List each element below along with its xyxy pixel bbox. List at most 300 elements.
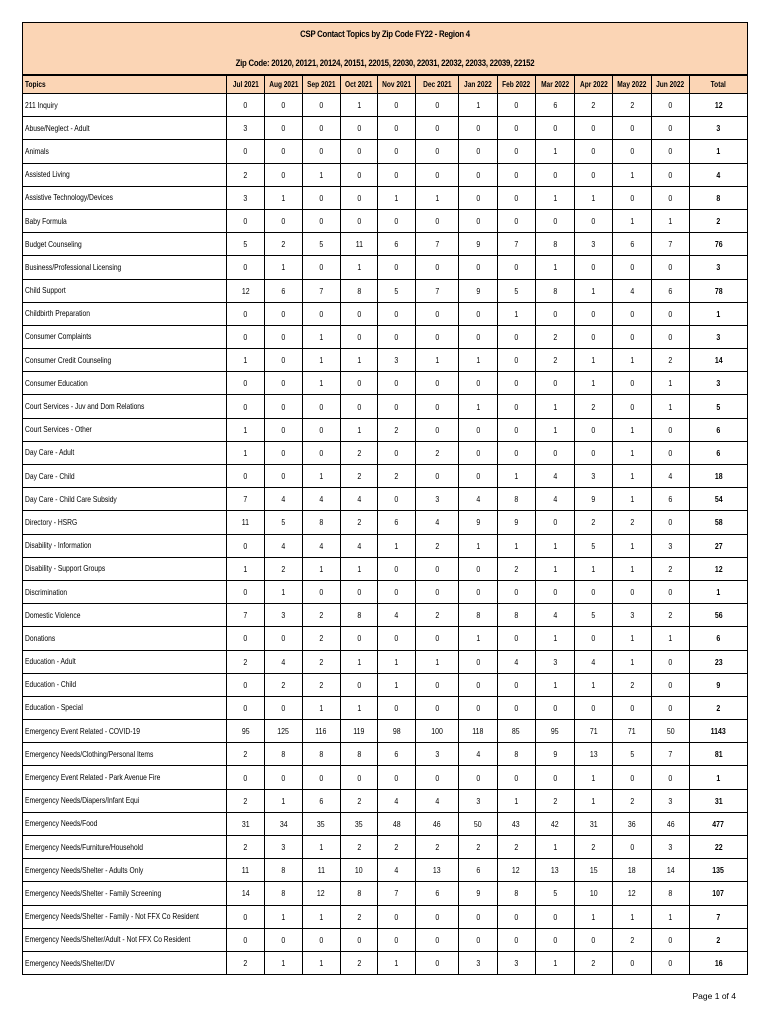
count-cell: 1: [340, 418, 378, 441]
topic-cell: Animals: [23, 140, 227, 163]
count-cell: 2: [340, 951, 378, 974]
count-cell: 1: [497, 789, 535, 812]
count-cell: 1: [613, 557, 652, 580]
count-cell: 2: [651, 349, 689, 372]
total-cell: 23: [689, 650, 747, 673]
table-row: [23, 812, 748, 835]
count-cell: 0: [459, 372, 498, 395]
topic-cell: Day Care - Child: [23, 465, 227, 488]
count-cell: 1: [613, 905, 652, 928]
count-cell: 0: [535, 209, 575, 232]
count-cell: 6: [302, 789, 340, 812]
count-cell: 1: [535, 256, 575, 279]
count-cell: 0: [340, 372, 378, 395]
count-cell: 0: [302, 140, 340, 163]
count-cell: 4: [535, 604, 575, 627]
count-cell: 6: [265, 279, 303, 302]
count-cell: 0: [651, 418, 689, 441]
count-cell: 4: [265, 650, 303, 673]
count-cell: 0: [497, 928, 535, 951]
count-cell: 0: [459, 441, 498, 464]
count-cell: 0: [497, 905, 535, 928]
count-cell: 1: [265, 580, 303, 603]
count-cell: 3: [459, 951, 498, 974]
count-cell: 2: [459, 836, 498, 859]
count-cell: 8: [340, 743, 378, 766]
total-cell: 9: [689, 673, 747, 696]
count-cell: 0: [378, 140, 416, 163]
count-cell: 0: [575, 580, 613, 603]
count-cell: 4: [535, 488, 575, 511]
count-cell: 1: [416, 186, 459, 209]
count-cell: 1: [378, 186, 416, 209]
count-cell: 3: [535, 650, 575, 673]
count-cell: 1: [535, 836, 575, 859]
total-cell: 31: [689, 789, 747, 812]
count-cell: 35: [340, 812, 378, 835]
count-cell: 1: [227, 441, 265, 464]
count-cell: 9: [459, 233, 498, 256]
total-cell: 2: [689, 209, 747, 232]
count-cell: 0: [265, 209, 303, 232]
table-body: [23, 94, 748, 975]
count-cell: 0: [416, 557, 459, 580]
count-cell: 2: [535, 325, 575, 348]
topic-cell: Emergency Needs/Furniture/Household: [23, 836, 227, 859]
table-row: [23, 140, 748, 163]
count-cell: 4: [302, 534, 340, 557]
topic-cell: Court Services - Juv and Dom Relations: [23, 395, 227, 418]
count-cell: 1: [613, 209, 652, 232]
count-cell: 1: [340, 256, 378, 279]
count-cell: 0: [575, 696, 613, 719]
count-cell: 8: [497, 488, 535, 511]
report-title: CSP Contact Topics by Zip Code FY22 - Region 4: [300, 29, 470, 40]
total-cell: 27: [689, 534, 747, 557]
count-cell: 0: [227, 372, 265, 395]
count-cell: 0: [302, 94, 340, 117]
count-cell: 0: [416, 696, 459, 719]
count-cell: 7: [651, 233, 689, 256]
table-row: [23, 789, 748, 812]
count-cell: 1: [613, 163, 652, 186]
count-cell: 0: [497, 580, 535, 603]
count-cell: 0: [378, 94, 416, 117]
count-cell: 1: [459, 94, 498, 117]
count-cell: 1: [302, 465, 340, 488]
count-cell: 1: [613, 465, 652, 488]
count-cell: 0: [459, 302, 498, 325]
table-row: [23, 743, 748, 766]
count-cell: 1: [497, 302, 535, 325]
count-cell: 1: [378, 534, 416, 557]
count-cell: 3: [651, 534, 689, 557]
topic-cell: Day Care - Child Care Subsidy: [23, 488, 227, 511]
count-cell: 0: [613, 696, 652, 719]
count-cell: 0: [575, 209, 613, 232]
count-cell: 2: [340, 441, 378, 464]
count-cell: 1: [302, 905, 340, 928]
count-cell: 2: [227, 836, 265, 859]
count-cell: 0: [378, 557, 416, 580]
topic-cell: Emergency Needs/Food: [23, 812, 227, 835]
report-sheet: [22, 22, 748, 975]
table-row: [23, 325, 748, 348]
count-cell: 119: [340, 720, 378, 743]
count-cell: 6: [651, 279, 689, 302]
count-cell: 10: [340, 859, 378, 882]
count-cell: 14: [227, 882, 265, 905]
count-cell: 1: [535, 673, 575, 696]
count-cell: 1: [497, 534, 535, 557]
count-cell: 1: [613, 349, 652, 372]
count-cell: 2: [265, 557, 303, 580]
count-cell: 8: [265, 859, 303, 882]
report-header: [22, 22, 748, 75]
count-cell: 1: [378, 673, 416, 696]
count-cell: 0: [340, 325, 378, 348]
count-cell: 1: [340, 696, 378, 719]
topic-cell: Emergency Needs/Shelter/DV: [23, 951, 227, 974]
count-cell: 3: [613, 604, 652, 627]
count-cell: 46: [651, 812, 689, 835]
count-cell: 6: [416, 882, 459, 905]
count-cell: 71: [613, 720, 652, 743]
count-cell: 0: [575, 418, 613, 441]
count-cell: 1: [265, 951, 303, 974]
count-cell: 1: [651, 395, 689, 418]
count-cell: 0: [302, 418, 340, 441]
count-cell: 0: [651, 928, 689, 951]
count-cell: 2: [613, 789, 652, 812]
count-cell: 0: [265, 163, 303, 186]
count-cell: 0: [575, 140, 613, 163]
count-cell: 0: [265, 465, 303, 488]
count-cell: 1: [575, 279, 613, 302]
table-row: [23, 534, 748, 557]
count-cell: 0: [459, 186, 498, 209]
column-header: May 2022: [613, 76, 652, 94]
count-cell: 0: [340, 766, 378, 789]
topic-cell: Emergency Needs/Shelter - Family Screening: [23, 882, 227, 905]
count-cell: 3: [265, 836, 303, 859]
count-cell: 0: [378, 905, 416, 928]
table-row: [23, 186, 748, 209]
count-cell: 0: [651, 673, 689, 696]
count-cell: 1: [302, 372, 340, 395]
total-cell: 3: [689, 256, 747, 279]
count-cell: 2: [416, 836, 459, 859]
count-cell: 6: [459, 859, 498, 882]
topic-cell: Abuse/Neglect - Adult: [23, 117, 227, 140]
total-cell: 78: [689, 279, 747, 302]
count-cell: 0: [265, 302, 303, 325]
count-cell: 0: [227, 209, 265, 232]
count-cell: 8: [265, 743, 303, 766]
zip-code-subtitle: Zip Code: 20120, 20121, 20124, 20151, 22015, 22030, 22031, 22032, 22033, 22039, 22152: [235, 58, 535, 69]
count-cell: 2: [378, 418, 416, 441]
count-cell: 4: [459, 743, 498, 766]
count-cell: 6: [535, 94, 575, 117]
count-cell: 2: [302, 627, 340, 650]
table-row: [23, 302, 748, 325]
count-cell: 1: [535, 186, 575, 209]
count-cell: 0: [497, 94, 535, 117]
count-cell: 34: [265, 812, 303, 835]
count-cell: 0: [265, 627, 303, 650]
count-cell: 0: [651, 441, 689, 464]
count-cell: 4: [651, 465, 689, 488]
count-cell: 0: [535, 580, 575, 603]
count-cell: 0: [302, 766, 340, 789]
table-row: [23, 418, 748, 441]
count-cell: 2: [651, 604, 689, 627]
count-cell: 0: [535, 441, 575, 464]
count-cell: 98: [378, 720, 416, 743]
count-cell: 6: [378, 743, 416, 766]
count-cell: 3: [575, 465, 613, 488]
count-cell: 11: [227, 511, 265, 534]
count-cell: 0: [265, 94, 303, 117]
count-cell: 1: [575, 186, 613, 209]
count-cell: 12: [227, 279, 265, 302]
count-cell: 0: [459, 209, 498, 232]
count-cell: 1: [651, 627, 689, 650]
count-cell: 4: [265, 488, 303, 511]
count-cell: 0: [416, 928, 459, 951]
topic-cell: Disability - Support Groups: [23, 557, 227, 580]
count-cell: 2: [535, 349, 575, 372]
count-cell: 0: [535, 905, 575, 928]
count-cell: 0: [416, 94, 459, 117]
count-cell: 1: [302, 557, 340, 580]
count-cell: 0: [459, 418, 498, 441]
count-cell: 2: [378, 836, 416, 859]
count-cell: 42: [535, 812, 575, 835]
count-cell: 1: [575, 557, 613, 580]
count-cell: 0: [535, 928, 575, 951]
total-cell: 54: [689, 488, 747, 511]
table-row: [23, 395, 748, 418]
topic-cell: Budget Counseling: [23, 233, 227, 256]
count-cell: 7: [227, 604, 265, 627]
count-cell: 0: [227, 395, 265, 418]
count-cell: 0: [227, 627, 265, 650]
count-cell: 5: [535, 882, 575, 905]
total-cell: 5: [689, 395, 747, 418]
count-cell: 0: [302, 441, 340, 464]
count-cell: 1: [265, 905, 303, 928]
count-cell: 1: [302, 951, 340, 974]
count-cell: 71: [575, 720, 613, 743]
count-cell: 1: [613, 488, 652, 511]
count-cell: 0: [340, 209, 378, 232]
count-cell: 0: [613, 140, 652, 163]
count-cell: 0: [227, 905, 265, 928]
count-cell: 0: [613, 186, 652, 209]
count-cell: 0: [575, 441, 613, 464]
total-cell: 107: [689, 882, 747, 905]
table-row: [23, 627, 748, 650]
count-cell: 2: [302, 673, 340, 696]
count-cell: 0: [378, 580, 416, 603]
column-header: Apr 2022: [575, 76, 613, 94]
table-row: [23, 859, 748, 882]
count-cell: 2: [613, 94, 652, 117]
total-cell: 81: [689, 743, 747, 766]
count-cell: 125: [265, 720, 303, 743]
count-cell: 0: [613, 580, 652, 603]
count-cell: 2: [340, 905, 378, 928]
count-cell: 5: [227, 233, 265, 256]
count-cell: 0: [613, 372, 652, 395]
count-cell: 1: [302, 349, 340, 372]
count-cell: 0: [378, 627, 416, 650]
count-cell: 1: [613, 650, 652, 673]
count-cell: 0: [459, 580, 498, 603]
count-cell: 4: [535, 465, 575, 488]
count-cell: 0: [227, 580, 265, 603]
count-cell: 0: [378, 441, 416, 464]
topic-cell: Assisted Living: [23, 163, 227, 186]
count-cell: 1: [535, 627, 575, 650]
count-cell: 0: [575, 325, 613, 348]
topic-cell: Disability - Information: [23, 534, 227, 557]
count-cell: 1: [575, 905, 613, 928]
count-cell: 2: [575, 951, 613, 974]
count-cell: 0: [302, 209, 340, 232]
count-cell: 0: [651, 696, 689, 719]
count-cell: 50: [459, 812, 498, 835]
count-cell: 0: [302, 186, 340, 209]
count-cell: 85: [497, 720, 535, 743]
table-row: [23, 163, 748, 186]
table-row: [23, 580, 748, 603]
count-cell: 18: [613, 859, 652, 882]
count-cell: 2: [227, 163, 265, 186]
count-cell: 0: [416, 766, 459, 789]
count-cell: 0: [535, 117, 575, 140]
topic-cell: Education - Child: [23, 673, 227, 696]
count-cell: 0: [378, 372, 416, 395]
count-cell: 8: [497, 882, 535, 905]
count-cell: 1: [575, 349, 613, 372]
count-cell: 2: [227, 789, 265, 812]
count-cell: 8: [302, 743, 340, 766]
count-cell: 95: [535, 720, 575, 743]
count-cell: 4: [378, 859, 416, 882]
count-cell: 0: [340, 163, 378, 186]
count-cell: 0: [227, 673, 265, 696]
count-cell: 1: [613, 627, 652, 650]
count-cell: 1: [227, 349, 265, 372]
count-cell: 0: [416, 117, 459, 140]
count-cell: 0: [227, 140, 265, 163]
count-cell: 0: [497, 163, 535, 186]
total-cell: 58: [689, 511, 747, 534]
topic-cell: Education - Special: [23, 696, 227, 719]
count-cell: 0: [459, 465, 498, 488]
count-cell: 7: [378, 882, 416, 905]
count-cell: 0: [265, 766, 303, 789]
count-cell: 5: [497, 279, 535, 302]
count-cell: 0: [613, 117, 652, 140]
count-cell: 0: [459, 325, 498, 348]
count-cell: 4: [459, 488, 498, 511]
count-cell: 0: [302, 302, 340, 325]
count-cell: 13: [416, 859, 459, 882]
count-cell: 3: [651, 836, 689, 859]
column-header-topics: Topics: [23, 76, 227, 94]
count-cell: 0: [651, 766, 689, 789]
contact-topics-table: [22, 75, 748, 975]
total-cell: 76: [689, 233, 747, 256]
count-cell: 1: [575, 673, 613, 696]
count-cell: 0: [416, 627, 459, 650]
column-header: Jun 2022: [651, 76, 689, 94]
count-cell: 1: [613, 418, 652, 441]
count-cell: 0: [497, 186, 535, 209]
total-cell: 2: [689, 696, 747, 719]
count-cell: 12: [613, 882, 652, 905]
count-cell: 0: [497, 673, 535, 696]
count-cell: 0: [575, 627, 613, 650]
column-header: Jul 2021: [227, 76, 265, 94]
total-cell: 1143: [689, 720, 747, 743]
count-cell: 3: [416, 743, 459, 766]
topic-cell: Emergency Event Related - Park Avenue Fire: [23, 766, 227, 789]
count-cell: 0: [416, 418, 459, 441]
count-cell: 2: [227, 951, 265, 974]
count-cell: 0: [497, 627, 535, 650]
column-header: Mar 2022: [535, 76, 575, 94]
count-cell: 0: [265, 349, 303, 372]
count-cell: 1: [340, 349, 378, 372]
count-cell: 1: [302, 325, 340, 348]
count-cell: 4: [340, 488, 378, 511]
count-cell: 2: [340, 789, 378, 812]
total-cell: 3: [689, 117, 747, 140]
count-cell: 6: [651, 488, 689, 511]
count-cell: 7: [651, 743, 689, 766]
topic-cell: Consumer Credit Counseling: [23, 349, 227, 372]
count-cell: 4: [378, 789, 416, 812]
table-row: [23, 928, 748, 951]
table-row: [23, 488, 748, 511]
count-cell: 2: [378, 465, 416, 488]
count-cell: 11: [302, 859, 340, 882]
count-cell: 0: [416, 256, 459, 279]
count-cell: 116: [302, 720, 340, 743]
count-cell: 10: [575, 882, 613, 905]
topic-cell: Education - Adult: [23, 650, 227, 673]
count-cell: 0: [651, 117, 689, 140]
count-cell: 8: [459, 604, 498, 627]
topic-cell: Assistive Technology/Devices: [23, 186, 227, 209]
total-cell: 56: [689, 604, 747, 627]
count-cell: 3: [227, 186, 265, 209]
count-cell: 1: [378, 951, 416, 974]
count-cell: 12: [497, 859, 535, 882]
topic-cell: Directory - HSRG: [23, 511, 227, 534]
count-cell: 0: [575, 256, 613, 279]
count-cell: 0: [416, 905, 459, 928]
table-row: [23, 256, 748, 279]
count-cell: 0: [302, 928, 340, 951]
count-cell: 1: [613, 534, 652, 557]
count-cell: 3: [459, 789, 498, 812]
count-cell: 0: [416, 951, 459, 974]
